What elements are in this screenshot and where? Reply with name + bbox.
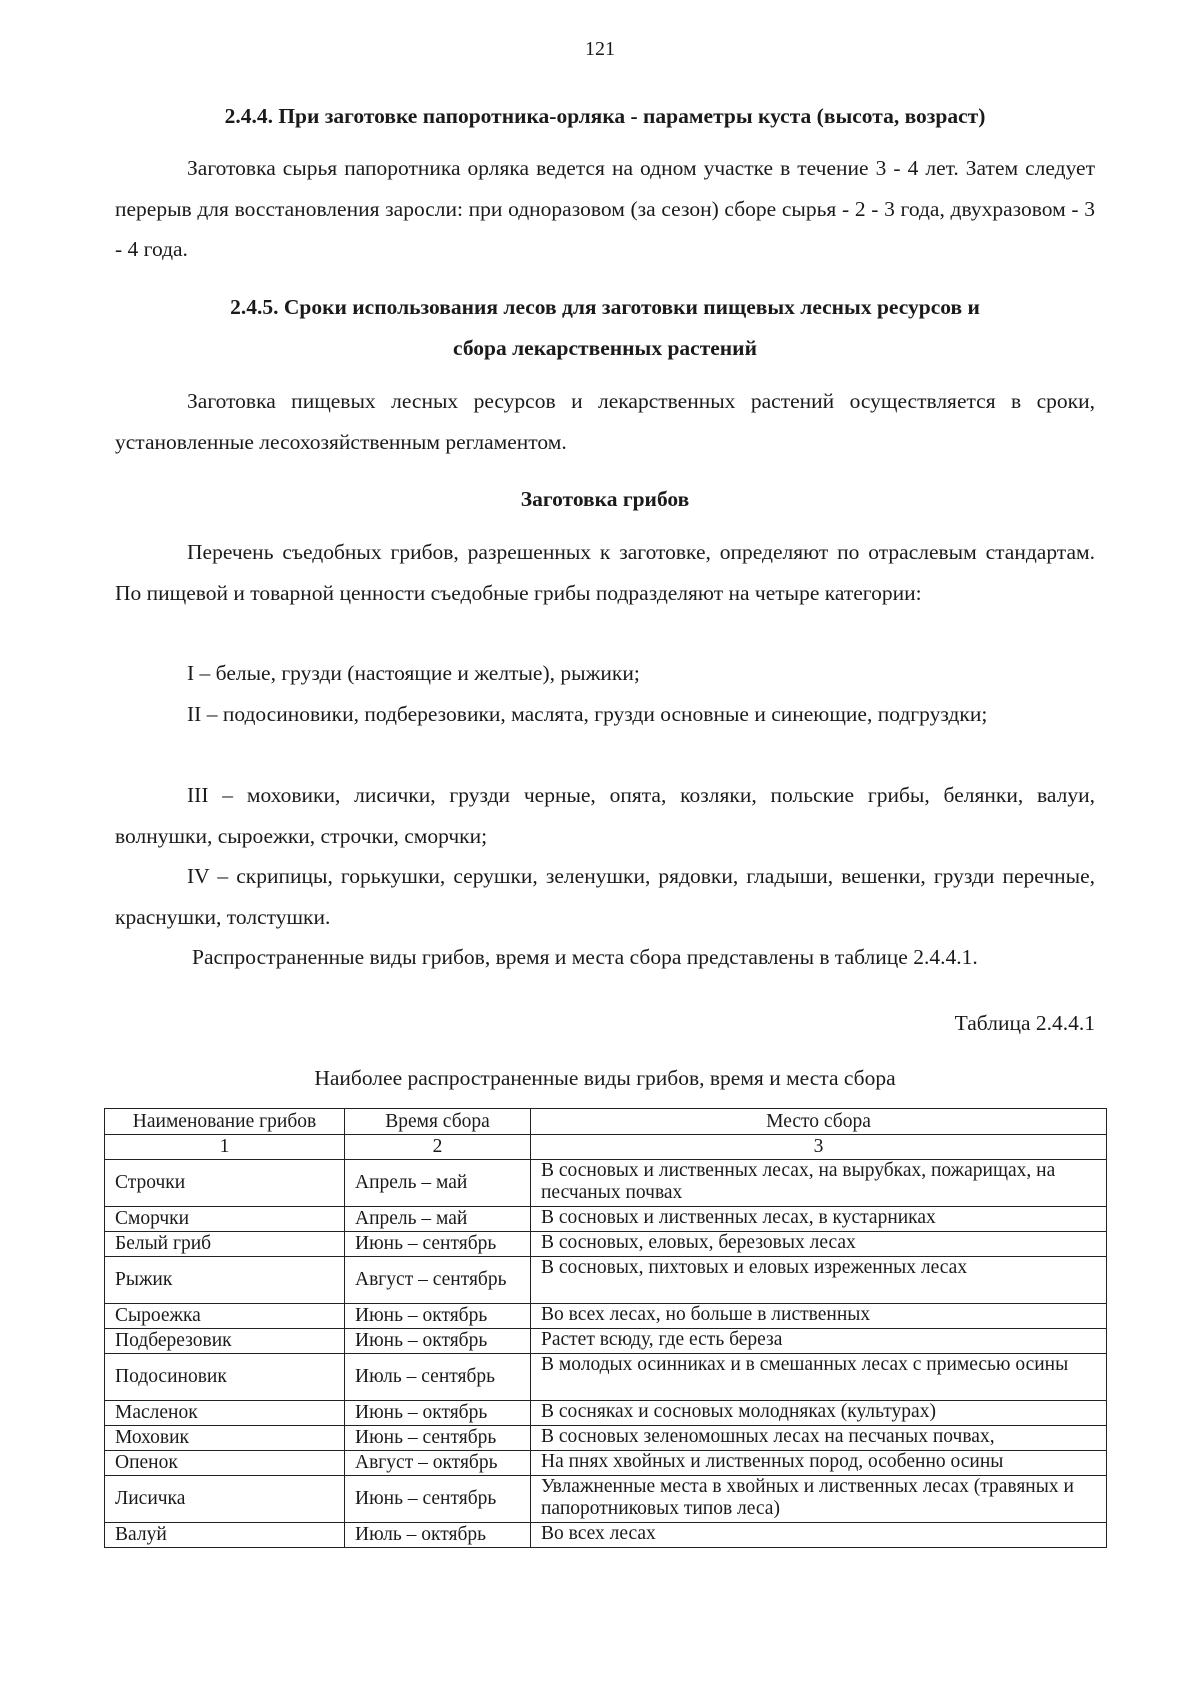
cell-name: Сморчки <box>105 1207 345 1232</box>
cell-time: Июнь – октябрь <box>345 1401 531 1426</box>
cell-time: Июнь – сентябрь <box>345 1476 531 1523</box>
category-2: II – подосиновики, подберезовики, маслята, грузди основные и синеющие, подгруздки; <box>187 702 988 726</box>
cell-name: Подберезовик <box>105 1329 345 1354</box>
table-row <box>105 1401 1107 1426</box>
cell-name: Белый гриб <box>105 1232 345 1257</box>
table-row <box>105 1232 1107 1257</box>
cell-time: Апрель – май <box>345 1207 531 1232</box>
cell-time: Июнь – октябрь <box>345 1329 531 1354</box>
cell-place: В сосняках и сосновых молодняках (культурах) <box>531 1401 1107 1426</box>
cell-place: В сосновых, еловых, березовых лесах <box>531 1232 1107 1257</box>
cell-name: Опенок <box>105 1451 345 1476</box>
table-row <box>105 1476 1107 1523</box>
cell-name: Валуй <box>105 1523 345 1548</box>
section-heading-2-4-5-line2: сбора лекарственных растений <box>453 336 757 360</box>
cell-time: Июнь – октябрь <box>345 1304 531 1329</box>
table-row <box>105 1257 1107 1304</box>
cell-time: Август – сентябрь <box>345 1257 531 1304</box>
header-time: Время сбора <box>345 1109 531 1135</box>
table-row <box>105 1451 1107 1476</box>
cell-place: Во всех лесах <box>531 1523 1107 1548</box>
cell-name: Моховик <box>105 1426 345 1451</box>
cell-place: В сосновых и лиственных лесах, на вырубках, пожарищах, на песчаных почвах <box>531 1160 1107 1207</box>
paragraph-harvest-terms: Заготовка пищевых лесных ресурсов и лекарственных растений осуществляется в сроки, установленные лесохозяйственным регламентом. <box>115 389 1095 454</box>
cell-place: Растет всюду, где есть береза <box>531 1329 1107 1354</box>
table-label: Таблица 2.4.4.1 <box>954 1011 1095 1035</box>
mushrooms-table <box>104 1108 1107 1548</box>
cell-place: В молодых осинниках и в смешанных лесах с примесью осины <box>531 1354 1107 1401</box>
paragraph-mushroom-categories: Перечень съедобных грибов, разрешенных к заготовке, определяют по отраслевым стандартам. По пищевой и товарной ценности съедобные грибы подразделяют на четыре категории: <box>115 540 1095 605</box>
cell-name: Рыжик <box>105 1257 345 1304</box>
column-number: 2 <box>345 1135 531 1160</box>
category-4: IV – скрипицы, горькушки, серушки, зеленушки, рядовки, гладыши, вешенки, грузди перечные, краснушки, толстушки. <box>115 864 1095 929</box>
table-row <box>105 1426 1107 1451</box>
cell-place: В сосновых, пихтовых и еловых изреженных лесах <box>531 1257 1107 1304</box>
section-heading-2-4-4: 2.4.4. При заготовке папоротника-орляка - параметры куста (высота, возраст) <box>224 104 986 128</box>
cell-time: Июль – сентябрь <box>345 1354 531 1401</box>
category-1: I – белые, грузди (настоящие и желтые), рыжики; <box>187 661 640 685</box>
cell-time: Июнь – сентябрь <box>345 1426 531 1451</box>
cell-place: В сосновых зеленомошных лесах на песчаных почвах, <box>531 1426 1107 1451</box>
subheading-mushrooms: Заготовка грибов <box>520 487 690 511</box>
cell-name: Лисичка <box>105 1476 345 1523</box>
table-row <box>105 1523 1107 1548</box>
table-row <box>105 1354 1107 1401</box>
table-row <box>105 1329 1107 1354</box>
paragraph-fern-harvest: Заготовка сырья папоротника орляка ведется на одном участке в течение 3 - 4 лет. Затем следует перерыв для восстановления заросли: при одноразовом (за сезон) сборе сырья - 2 - 3 года, двухразовом - 3 - 4 года. <box>115 156 1095 261</box>
cell-name: Сыроежка <box>105 1304 345 1329</box>
cell-place: На пнях хвойных и лиственных пород, особенно осины <box>531 1451 1107 1476</box>
cell-time: Июль – октябрь <box>345 1523 531 1548</box>
cell-name: Строчки <box>105 1160 345 1207</box>
section-heading-2-4-5-line1: 2.4.5. Сроки использования лесов для заготовки пищевых лесных ресурсов и <box>230 295 980 319</box>
cell-place: В сосновых и лиственных лесах, в кустарниках <box>531 1207 1107 1232</box>
cell-place: Во всех лесах, но больше в лиственных <box>531 1304 1107 1329</box>
category-3: III – моховики, лисички, грузди черные, опята, козляки, польские грибы, белянки, валуи, волнушки, сыроежки, строчки, сморчки; <box>115 783 1095 848</box>
table-row <box>105 1304 1107 1329</box>
cell-time: Август – октябрь <box>345 1451 531 1476</box>
paragraph-table-reference: Распространенные виды грибов, время и места сбора представлены в таблице 2.4.4.1. <box>192 945 978 969</box>
header-name: Наименование грибов <box>105 1109 345 1135</box>
cell-name: Подосиновик <box>105 1354 345 1401</box>
cell-time: Июнь – сентябрь <box>345 1232 531 1257</box>
table-row <box>105 1207 1107 1232</box>
cell-name: Масленок <box>105 1401 345 1426</box>
table-caption: Наиболее распространенные виды грибов, время и места сбора <box>314 1066 896 1090</box>
table-row <box>105 1160 1107 1207</box>
column-number: 1 <box>105 1135 345 1160</box>
page-number: 121 <box>585 38 615 60</box>
column-number: 3 <box>531 1135 1107 1160</box>
header-place: Место сбора <box>531 1109 1107 1135</box>
cell-time: Апрель – май <box>345 1160 531 1207</box>
cell-place: Увлажненные места в хвойных и лиственных лесах (травяных и папоротниковых типов леса) <box>531 1476 1107 1523</box>
